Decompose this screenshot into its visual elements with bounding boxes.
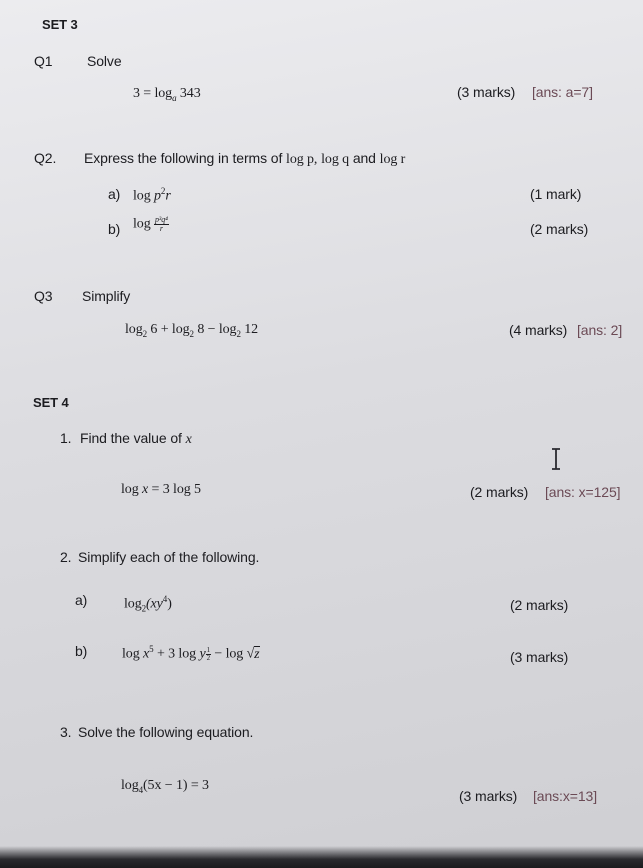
set3-q2-number: Q2. <box>34 150 57 166</box>
set4-q3-equation <box>121 778 209 795</box>
log-text: log <box>121 778 139 793</box>
text-cursor-icon <box>550 448 562 470</box>
set3-q3-marks: (4 marks) <box>509 322 568 338</box>
base: 2 <box>141 603 146 614</box>
close-paren: ) <box>167 596 172 612</box>
q2-prompt-start: Express the following in terms of <box>84 150 283 166</box>
eq-lhs: 3 = log <box>133 86 173 101</box>
log-text: log <box>124 596 142 612</box>
set3-q2b-label: b) <box>108 221 121 237</box>
arg1: 6 + <box>150 322 169 337</box>
set3-q2a-label: a) <box>108 186 121 202</box>
q2-term-r: log r <box>379 152 406 167</box>
exp-den: 2 <box>206 654 210 662</box>
rhs: = 3 log 5 <box>151 482 201 497</box>
set3-q3-expression <box>125 322 258 339</box>
set4-q2-number: 2. <box>60 549 72 565</box>
set3-q3-number: Q3 <box>34 288 53 304</box>
bottom-shadow <box>0 846 643 868</box>
prompt-text: Find the value of <box>80 430 182 446</box>
log1: log <box>122 646 140 662</box>
base2: 2 <box>189 328 194 339</box>
q2-connector: and <box>352 150 376 166</box>
var-z: z <box>254 646 260 662</box>
base3: 2 <box>236 328 241 339</box>
minus-term: − log <box>214 646 244 662</box>
exp-fraction <box>206 647 211 662</box>
q2-term-p: log p, <box>286 152 318 167</box>
set4-q2a-expr <box>124 594 172 613</box>
set3-q2b-expr <box>133 216 169 233</box>
sqrt-sign: √ <box>246 646 255 662</box>
set3-q2a-marks: (1 mark) <box>530 186 582 202</box>
exp: 2 <box>160 186 166 196</box>
set4-q3-number: 3. <box>60 724 72 740</box>
set4-q2a-label: a) <box>75 592 88 608</box>
exp-num: 1 <box>206 646 210 654</box>
set3-q2-prompt <box>84 150 405 168</box>
exp: 4 <box>162 594 168 604</box>
set4-q2b-expr <box>122 644 260 663</box>
set3-q1-marks: (3 marks) <box>457 84 516 100</box>
set4-q1-equation <box>121 482 201 498</box>
var-x: x <box>142 482 149 497</box>
fraction <box>154 216 169 233</box>
set3-q3-answer: [ans: 2] <box>577 322 623 338</box>
arg: (xy <box>146 596 163 612</box>
set4-q1-number: 1. <box>60 430 72 446</box>
eq-base: a <box>172 92 177 103</box>
log-text: log <box>133 216 151 232</box>
set4-q1-marks: (2 marks) <box>470 484 529 500</box>
set3-q2a-expr <box>133 186 171 205</box>
exp-x: 5 <box>149 644 154 654</box>
set3-q1-answer: [ans: a=7] <box>532 84 593 100</box>
var-x: x <box>185 432 192 447</box>
plus-term: + 3 log <box>156 646 197 662</box>
set3-q1-prompt: Solve <box>87 53 122 69</box>
q2-term-q: log q <box>321 152 350 167</box>
set4-q3-answer: [ans:x=13] <box>533 788 597 804</box>
set4-q2b-label: b) <box>75 643 88 659</box>
set4-q1-prompt <box>80 430 192 448</box>
var-r: r <box>165 188 171 204</box>
denominator: r <box>159 224 163 233</box>
arg2: 8 − <box>197 322 216 337</box>
base: 4 <box>138 784 143 795</box>
arg3: 12 <box>244 322 259 337</box>
log-text: log <box>133 188 151 204</box>
log3: log <box>218 322 237 337</box>
set4-q2b-marks: (3 marks) <box>510 649 569 665</box>
arg: (5x − 1) = 3 <box>143 778 209 793</box>
set3-heading: SET 3 <box>42 17 78 32</box>
set4-q3-marks: (3 marks) <box>459 788 518 804</box>
var-x: x <box>143 646 150 662</box>
set4-heading: SET 4 <box>33 395 69 410</box>
set4-q1-answer: [ans: x=125] <box>545 484 621 500</box>
set4-q2-prompt: Simplify each of the following. <box>78 549 260 565</box>
set3-q3-prompt: Simplify <box>82 288 131 304</box>
base1: 2 <box>142 328 147 339</box>
set3-q2b-marks: (2 marks) <box>530 221 589 237</box>
var-y: y <box>199 646 206 662</box>
var-p: p <box>154 188 161 204</box>
set4-q3-prompt: Solve the following equation. <box>78 724 254 740</box>
log2: log <box>171 322 190 337</box>
log1: log <box>125 322 143 337</box>
numerator: p³q⁴ <box>155 215 168 224</box>
set4-q2a-marks: (2 marks) <box>510 597 569 613</box>
eq-arg: 343 <box>179 86 201 101</box>
set3-q1-number: Q1 <box>34 53 53 69</box>
log-text: log <box>121 482 139 497</box>
set3-q1-equation <box>133 86 201 103</box>
